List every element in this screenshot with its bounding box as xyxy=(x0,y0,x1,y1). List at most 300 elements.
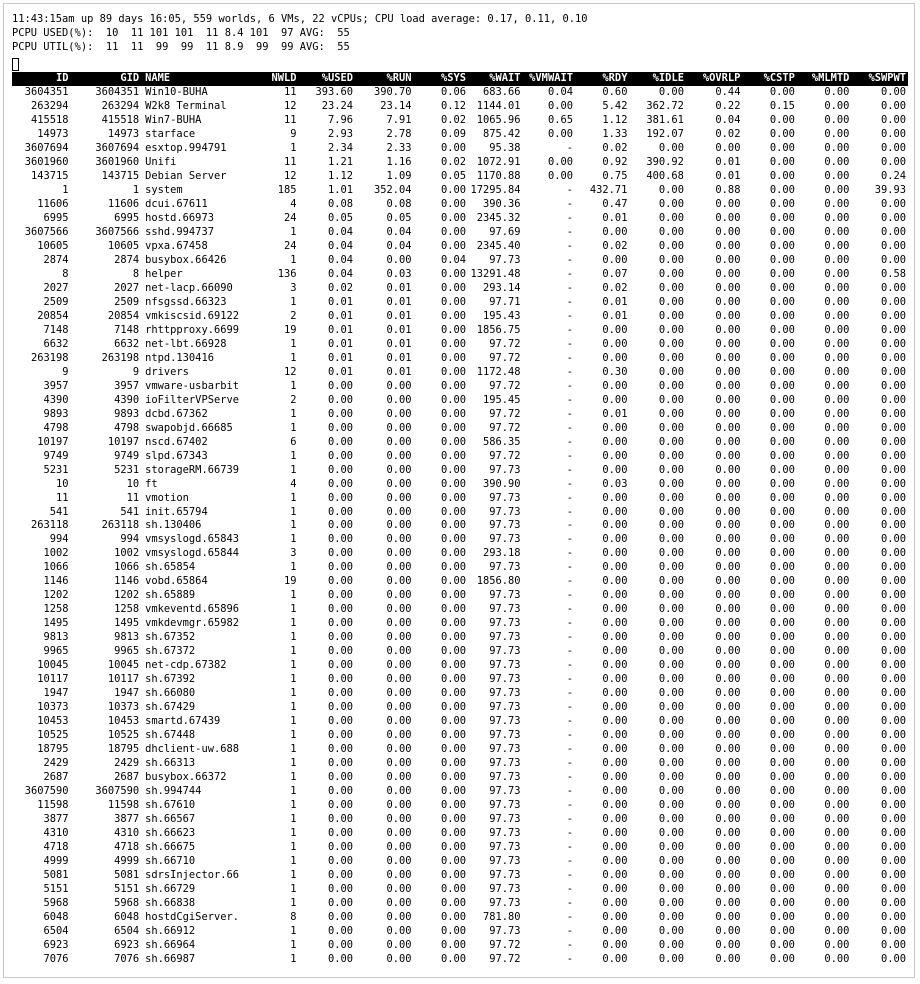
table-row[interactable] xyxy=(12,212,908,226)
cell-nwld: 1 xyxy=(290,421,297,434)
cell-pct-idle: 0.00 xyxy=(658,812,684,825)
cell-pct-mlmtd: 0.00 xyxy=(824,896,850,909)
column-header-gid[interactable]: GID xyxy=(120,72,140,85)
cell-pct-sys: 0.00 xyxy=(441,659,467,672)
table-row[interactable] xyxy=(12,254,908,268)
cell-pct-vmwait: - xyxy=(566,477,573,490)
cell-pct-idle: 0.00 xyxy=(658,282,684,295)
table-row[interactable] xyxy=(12,491,908,505)
cell-pct-wait: 97.73 xyxy=(489,868,521,881)
cell-id: 263294 xyxy=(30,100,69,113)
cell-pct-swpwt: 0.00 xyxy=(880,421,906,434)
cell-pct-sys: 0.00 xyxy=(441,226,467,239)
table-row[interactable] xyxy=(12,910,908,924)
cell-name: storageRM.66739 xyxy=(145,463,239,476)
cell-pct-wait: 97.73 xyxy=(489,715,521,728)
cell-nwld: 1 xyxy=(290,603,297,616)
table-row[interactable] xyxy=(12,379,908,393)
cell-pct-run: 0.00 xyxy=(386,798,412,811)
cell-pct-cstp: 0.00 xyxy=(769,952,795,965)
table-row[interactable] xyxy=(12,770,908,784)
cell-id: 2509 xyxy=(43,295,69,308)
cell-pct-used: 0.00 xyxy=(328,491,354,504)
cell-pct-ovrlp: 0.00 xyxy=(715,701,741,714)
table-row[interactable] xyxy=(12,938,908,952)
cell-pct-idle: 0.00 xyxy=(658,309,684,322)
table-row[interactable] xyxy=(12,896,908,910)
cell-pct-cstp: 0.00 xyxy=(769,575,795,588)
column-header-pct-wait[interactable]: %WAIT xyxy=(489,72,521,85)
cell-pct-rdy: 0.01 xyxy=(602,407,628,420)
cell-pct-cstp: 0.00 xyxy=(769,393,795,406)
cell-gid: 10197 xyxy=(107,435,140,448)
cell-pct-rdy: 1.12 xyxy=(602,114,628,127)
cell-pct-cstp: 0.00 xyxy=(769,240,795,253)
table-row[interactable] xyxy=(12,533,908,547)
column-header-pct-rdy[interactable]: %RDY xyxy=(602,72,628,85)
cell-pct-rdy: 0.30 xyxy=(602,365,628,378)
cell-name: ft xyxy=(145,477,158,490)
cell-pct-sys: 0.00 xyxy=(441,701,467,714)
cell-pct-vmwait: - xyxy=(566,463,573,476)
cell-pct-rdy: 0.00 xyxy=(602,533,628,546)
cell-pct-swpwt: 0.00 xyxy=(880,86,906,99)
cell-pct-run: 352.04 xyxy=(374,184,412,197)
cell-pct-used: 0.00 xyxy=(328,812,354,825)
cell-name: sh.66729 xyxy=(145,882,196,895)
table-row[interactable] xyxy=(12,645,908,659)
cell-pct-swpwt: 0.00 xyxy=(880,756,906,769)
table-row[interactable] xyxy=(12,477,908,491)
cell-pct-idle: 0.00 xyxy=(658,756,684,769)
cell-pct-wait: 97.73 xyxy=(489,631,521,644)
table-row[interactable] xyxy=(12,142,908,156)
cell-pct-used: 0.00 xyxy=(328,561,354,574)
table-row[interactable] xyxy=(12,659,908,673)
uptime-summary: 11:43:15am up 89 days 16:05, 559 worlds, 6 VMs, 22 vCPUs; CPU load average: 0.17, 0.11, 0.10 xyxy=(12,13,588,25)
cell-pct-run: 0.00 xyxy=(386,882,412,895)
cell-nwld: 2 xyxy=(290,393,297,406)
table-row[interactable] xyxy=(12,687,908,701)
cell-gid: 1202 xyxy=(114,589,140,602)
cell-nwld: 1 xyxy=(290,770,297,783)
cell-pct-mlmtd: 0.00 xyxy=(824,659,850,672)
cell-pct-run: 1.16 xyxy=(386,156,412,169)
cell-name: Win10-BUHA xyxy=(145,86,208,99)
cell-pct-idle: 0.00 xyxy=(658,463,684,476)
cell-name: busybox.66426 xyxy=(145,254,227,267)
cell-pct-used: 0.00 xyxy=(328,798,354,811)
cell-pct-cstp: 0.00 xyxy=(769,938,795,951)
cell-gid: 994 xyxy=(120,533,140,546)
table-row[interactable] xyxy=(12,351,908,365)
cell-pct-used: 0.00 xyxy=(328,575,354,588)
cell-id: 9965 xyxy=(43,645,69,658)
cell-name: sh.67448 xyxy=(145,729,196,742)
cell-pct-vmwait: - xyxy=(566,295,573,308)
table-row[interactable] xyxy=(12,882,908,896)
table-row[interactable] xyxy=(12,268,908,282)
table-row[interactable] xyxy=(12,631,908,645)
cell-pct-sys: 0.00 xyxy=(441,756,467,769)
table-row[interactable] xyxy=(12,463,908,477)
cell-pct-ovrlp: 0.00 xyxy=(715,463,741,476)
cell-id: 4999 xyxy=(43,854,69,867)
cell-pct-ovrlp: 0.00 xyxy=(715,575,741,588)
table-row[interactable] xyxy=(12,924,908,938)
cell-gid: 6923 xyxy=(114,938,140,951)
cell-pct-cstp: 0.00 xyxy=(769,407,795,420)
cell-nwld: 1 xyxy=(290,742,297,755)
table-row[interactable] xyxy=(12,170,908,184)
cell-pct-mlmtd: 0.00 xyxy=(824,128,850,141)
cell-pct-vmwait: - xyxy=(566,784,573,797)
table-row[interactable] xyxy=(12,86,908,100)
cell-pct-wait: 97.72 xyxy=(489,337,521,350)
cell-pct-vmwait: - xyxy=(566,840,573,853)
cell-pct-mlmtd: 0.00 xyxy=(824,198,850,211)
cell-nwld: 1 xyxy=(290,701,297,714)
table-row[interactable] xyxy=(12,435,908,449)
table-row[interactable] xyxy=(12,784,908,798)
table-row[interactable] xyxy=(12,393,908,407)
cell-pct-used: 0.00 xyxy=(328,910,354,923)
cell-pct-run: 0.00 xyxy=(386,910,412,923)
terminal-cursor[interactable] xyxy=(12,58,19,71)
column-header-pct-mlmtd[interactable]: %MLMTD xyxy=(811,72,850,85)
cell-pct-ovrlp: 0.00 xyxy=(715,254,741,267)
cell-pct-vmwait: - xyxy=(566,268,573,281)
cell-name: esxtop.994791 xyxy=(145,142,227,155)
cell-pct-run: 0.00 xyxy=(386,756,412,769)
cell-pct-cstp: 0.00 xyxy=(769,617,795,630)
cell-pct-run: 1.09 xyxy=(386,170,412,183)
cell-pct-rdy: 0.01 xyxy=(602,212,628,225)
cell-nwld: 12 xyxy=(284,365,297,378)
cell-pct-run: 0.05 xyxy=(386,212,412,225)
cell-pct-wait: 97.73 xyxy=(489,589,521,602)
cell-pct-idle: 0.00 xyxy=(658,575,684,588)
table-row[interactable] xyxy=(12,840,908,854)
cell-pct-wait: 97.73 xyxy=(489,491,521,504)
cell-pct-sys: 0.00 xyxy=(441,268,467,281)
cell-id: 1146 xyxy=(43,575,69,588)
table-row[interactable] xyxy=(12,337,908,351)
cell-id: 9749 xyxy=(43,449,69,462)
cell-id: 10453 xyxy=(37,715,69,728)
table-row[interactable] xyxy=(12,282,908,296)
cell-pct-run: 0.00 xyxy=(386,673,412,686)
cell-pct-cstp: 0.00 xyxy=(769,198,795,211)
cell-id: 10117 xyxy=(37,673,69,686)
table-row[interactable] xyxy=(12,323,908,337)
cell-pct-used: 0.00 xyxy=(328,589,354,602)
table-row[interactable] xyxy=(12,812,908,826)
cell-pct-vmwait: - xyxy=(566,798,573,811)
cell-pct-rdy: 0.00 xyxy=(602,882,628,895)
cell-name: hostdCgiServer. xyxy=(145,910,239,923)
column-header-pct-used[interactable]: %USED xyxy=(321,72,354,85)
cell-name: nscd.67402 xyxy=(145,435,208,448)
cell-id: 9 xyxy=(62,365,69,378)
cell-pct-cstp: 0.00 xyxy=(769,86,795,99)
cell-pct-run: 0.00 xyxy=(386,784,412,797)
cell-pct-wait: 97.73 xyxy=(489,617,521,630)
table-row[interactable] xyxy=(12,617,908,631)
table-row[interactable] xyxy=(12,365,908,379)
cell-pct-used: 0.00 xyxy=(328,631,354,644)
table-row[interactable] xyxy=(12,589,908,603)
cell-pct-used: 1.12 xyxy=(328,170,354,183)
cell-pct-ovrlp: 0.00 xyxy=(715,645,741,658)
table-row[interactable] xyxy=(12,128,908,142)
cell-pct-cstp: 0.00 xyxy=(769,547,795,560)
cell-id: 5151 xyxy=(43,882,69,895)
cell-pct-run: 0.00 xyxy=(386,519,412,532)
cell-pct-sys: 0.00 xyxy=(441,337,467,350)
table-row[interactable] xyxy=(12,407,908,421)
cell-name: hostd.66973 xyxy=(145,212,214,225)
cell-pct-ovrlp: 0.44 xyxy=(715,86,741,99)
table-row[interactable] xyxy=(12,547,908,561)
table-row[interactable] xyxy=(12,156,908,170)
cell-id: 4310 xyxy=(43,826,69,839)
cell-pct-sys: 0.00 xyxy=(441,854,467,867)
table-row[interactable] xyxy=(12,100,908,114)
cell-pct-ovrlp: 0.00 xyxy=(715,715,741,728)
cell-pct-mlmtd: 0.00 xyxy=(824,673,850,686)
cell-pct-ovrlp: 0.00 xyxy=(715,631,741,644)
cell-pct-idle: 0.00 xyxy=(658,268,684,281)
column-header-pct-cstp[interactable]: %CSTP xyxy=(763,72,795,85)
cell-nwld: 1 xyxy=(290,505,297,518)
table-row[interactable] xyxy=(12,826,908,840)
table-row[interactable] xyxy=(12,798,908,812)
cell-pct-cstp: 0.00 xyxy=(769,477,795,490)
cell-pct-vmwait: - xyxy=(566,617,573,630)
cell-pct-mlmtd: 0.00 xyxy=(824,449,850,462)
cell-pct-run: 0.00 xyxy=(386,603,412,616)
table-row[interactable] xyxy=(12,854,908,868)
cell-pct-swpwt: 0.00 xyxy=(880,840,906,853)
cell-pct-idle: 0.00 xyxy=(658,533,684,546)
cell-pct-rdy: 0.75 xyxy=(602,170,628,183)
cell-gid: 9813 xyxy=(114,631,140,644)
cell-id: 6504 xyxy=(43,924,69,937)
table-row[interactable] xyxy=(12,743,908,757)
table-row[interactable] xyxy=(12,701,908,715)
cell-pct-cstp: 0.00 xyxy=(769,756,795,769)
cell-pct-wait: 195.43 xyxy=(482,309,521,322)
table-row[interactable] xyxy=(12,449,908,463)
table-row[interactable] xyxy=(12,868,908,882)
column-header-pct-vmwait[interactable]: %VMWAIT xyxy=(529,72,573,85)
cell-pct-rdy: 0.00 xyxy=(602,463,628,476)
cell-pct-mlmtd: 0.00 xyxy=(824,561,850,574)
cell-pct-cstp: 0.00 xyxy=(769,295,795,308)
cell-pct-mlmtd: 0.00 xyxy=(824,645,850,658)
cell-pct-sys: 0.00 xyxy=(441,952,467,965)
cell-pct-idle: 0.00 xyxy=(658,770,684,783)
cell-name: sh.67372 xyxy=(145,645,196,658)
cell-pct-cstp: 0.00 xyxy=(769,533,795,546)
column-header-name[interactable]: NAME xyxy=(145,72,171,85)
cell-nwld: 4 xyxy=(290,198,297,211)
cell-name: sh.65889 xyxy=(145,589,196,602)
cell-pct-wait: 97.73 xyxy=(489,756,521,769)
cell-pct-idle: 0.00 xyxy=(658,379,684,392)
cell-pct-run: 0.00 xyxy=(386,449,412,462)
cell-pct-run: 0.00 xyxy=(386,645,412,658)
table-row[interactable] xyxy=(12,715,908,729)
cell-pct-run: 0.00 xyxy=(386,826,412,839)
cell-nwld: 3 xyxy=(290,547,297,560)
cell-pct-rdy: 0.00 xyxy=(602,435,628,448)
cell-pct-used: 0.01 xyxy=(328,309,354,322)
cell-nwld: 6 xyxy=(290,435,297,448)
cell-pct-rdy: 432.71 xyxy=(589,184,628,197)
cell-pct-ovrlp: 0.00 xyxy=(715,561,741,574)
cell-pct-used: 0.00 xyxy=(328,868,354,881)
cell-pct-idle: 0.00 xyxy=(658,952,684,965)
column-header-pct-idle[interactable]: %IDLE xyxy=(652,72,684,85)
cell-pct-cstp: 0.00 xyxy=(769,365,795,378)
cell-pct-sys: 0.00 xyxy=(441,491,467,504)
table-row[interactable] xyxy=(12,296,908,310)
cell-pct-rdy: 0.00 xyxy=(602,701,628,714)
cell-pct-run: 0.00 xyxy=(386,435,412,448)
cell-pct-sys: 0.00 xyxy=(441,798,467,811)
column-header-pct-ovrlp[interactable]: %OVRLP xyxy=(702,72,741,85)
cell-pct-vmwait: - xyxy=(566,449,573,462)
cell-pct-rdy: 0.00 xyxy=(602,742,628,755)
cell-pct-used: 0.02 xyxy=(328,282,354,295)
cell-pct-idle: 0.00 xyxy=(658,198,684,211)
cell-gid: 3607566 xyxy=(95,226,140,239)
table-row[interactable] xyxy=(12,729,908,743)
cell-pct-wait: 97.72 xyxy=(489,379,521,392)
cell-pct-mlmtd: 0.00 xyxy=(824,868,850,881)
cell-pct-mlmtd: 0.00 xyxy=(824,365,850,378)
cell-pct-cstp: 0.00 xyxy=(769,701,795,714)
cell-pct-cstp: 0.00 xyxy=(769,854,795,867)
cell-pct-run: 0.00 xyxy=(386,547,412,560)
column-header-pct-swpwt[interactable]: %SWPWT xyxy=(868,72,906,85)
cell-nwld: 1 xyxy=(290,561,297,574)
cell-gid: 11598 xyxy=(107,798,140,811)
cell-id: 2687 xyxy=(43,770,69,783)
cell-pct-run: 0.00 xyxy=(386,561,412,574)
cell-gid: 10605 xyxy=(107,240,140,253)
cell-pct-run: 0.04 xyxy=(386,226,412,239)
cell-pct-vmwait: - xyxy=(566,952,573,965)
table-row[interactable] xyxy=(12,603,908,617)
cell-pct-vmwait: - xyxy=(566,882,573,895)
table-row[interactable] xyxy=(12,114,908,128)
cell-nwld: 1 xyxy=(290,938,297,951)
table-row[interactable] xyxy=(12,673,908,687)
cell-pct-rdy: 0.00 xyxy=(602,393,628,406)
cell-pct-swpwt: 0.00 xyxy=(880,547,906,560)
cell-pct-cstp: 0.00 xyxy=(769,337,795,350)
table-row[interactable] xyxy=(12,561,908,575)
cell-pct-mlmtd: 0.00 xyxy=(824,910,850,923)
cell-pct-ovrlp: 0.00 xyxy=(715,882,741,895)
cell-pct-idle: 0.00 xyxy=(658,784,684,797)
table-row[interactable] xyxy=(12,226,908,240)
process-table xyxy=(12,72,908,966)
cell-pct-idle: 0.00 xyxy=(658,729,684,742)
cell-pct-sys: 0.00 xyxy=(441,463,467,476)
cell-pct-vmwait: - xyxy=(566,924,573,937)
column-header-pct-sys[interactable]: %SYS xyxy=(441,72,467,85)
table-row[interactable] xyxy=(12,505,908,519)
cell-pct-mlmtd: 0.00 xyxy=(824,701,850,714)
cell-id: 1002 xyxy=(43,547,69,560)
cell-name: sh.130406 xyxy=(145,519,202,532)
cell-pct-sys: 0.00 xyxy=(441,645,467,658)
cell-pct-used: 0.00 xyxy=(328,784,354,797)
cell-pct-run: 7.91 xyxy=(386,114,412,127)
cell-pct-swpwt: 0.00 xyxy=(880,659,906,672)
cell-pct-mlmtd: 0.00 xyxy=(824,784,850,797)
cell-pct-swpwt: 0.00 xyxy=(880,295,906,308)
cell-pct-swpwt: 0.00 xyxy=(880,435,906,448)
table-row[interactable] xyxy=(12,952,908,966)
cell-pct-mlmtd: 0.00 xyxy=(824,533,850,546)
cell-pct-used: 0.00 xyxy=(328,938,354,951)
cell-pct-sys: 0.00 xyxy=(441,603,467,616)
cell-pct-used: 0.00 xyxy=(328,617,354,630)
cell-pct-wait: 97.73 xyxy=(489,533,521,546)
cell-name: smartd.67439 xyxy=(145,715,221,728)
cell-gid: 2874 xyxy=(114,254,140,267)
cell-pct-used: 23.24 xyxy=(321,100,354,113)
cell-gid: 3957 xyxy=(114,379,140,392)
table-row[interactable] xyxy=(12,575,908,589)
cell-pct-used: 0.00 xyxy=(328,742,354,755)
cell-pct-used: 0.04 xyxy=(328,254,354,267)
cell-pct-rdy: 0.00 xyxy=(602,784,628,797)
cell-pct-wait: 97.73 xyxy=(489,519,521,532)
cell-pct-sys: 0.00 xyxy=(441,351,467,364)
column-header-pct-run[interactable]: %RUN xyxy=(386,72,412,85)
column-header-id[interactable]: ID xyxy=(56,72,69,85)
cell-pct-mlmtd: 0.00 xyxy=(824,393,850,406)
cell-pct-rdy: 0.02 xyxy=(602,282,628,295)
cell-pct-mlmtd: 0.00 xyxy=(824,826,850,839)
cell-pct-swpwt: 0.00 xyxy=(880,826,906,839)
cell-nwld: 1 xyxy=(290,715,297,728)
cell-pct-used: 0.00 xyxy=(328,393,354,406)
table-row[interactable] xyxy=(12,240,908,254)
cell-pct-swpwt: 0.00 xyxy=(880,798,906,811)
column-header-nwld[interactable]: NWLD xyxy=(271,72,297,85)
table-row[interactable] xyxy=(12,198,908,212)
table-row[interactable] xyxy=(12,519,908,533)
cell-gid: 10453 xyxy=(107,715,140,728)
cell-gid: 9965 xyxy=(114,645,140,658)
cell-nwld: 1 xyxy=(290,729,297,742)
table-row[interactable] xyxy=(12,756,908,770)
table-row[interactable] xyxy=(12,421,908,435)
cell-pct-used: 0.00 xyxy=(328,882,354,895)
table-row[interactable] xyxy=(12,309,908,323)
cell-pct-ovrlp: 0.00 xyxy=(715,603,741,616)
cell-pct-wait: 97.72 xyxy=(489,351,521,364)
table-row[interactable] xyxy=(12,184,908,198)
cell-pct-rdy: 0.03 xyxy=(602,477,628,490)
